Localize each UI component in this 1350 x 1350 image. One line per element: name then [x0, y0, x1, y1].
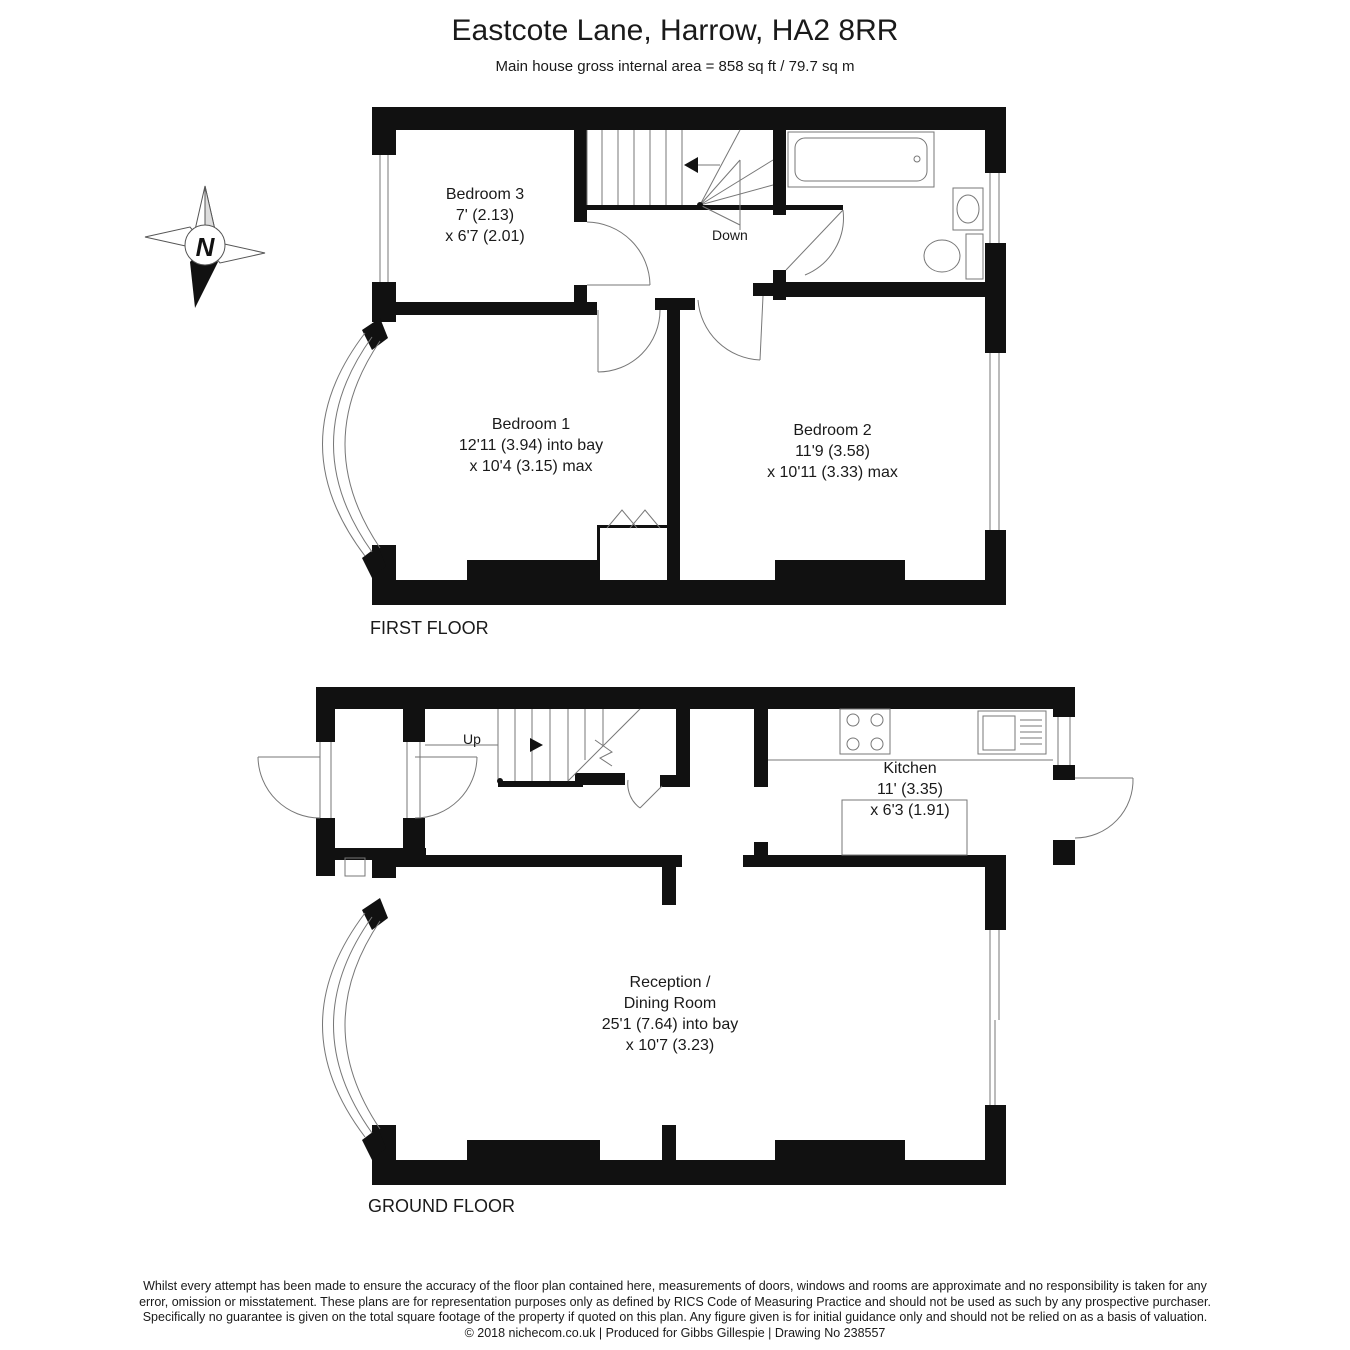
room-kitchen	[810, 758, 1010, 821]
room-bedroom-1	[396, 414, 666, 477]
room-name: Bedroom 2	[793, 422, 872, 439]
room-dimension: x 10'11 (3.33) max	[767, 464, 898, 481]
room-name: Kitchen	[883, 760, 937, 777]
room-bedroom-3	[396, 184, 574, 247]
first-floor-plan	[362, 107, 1006, 605]
room-bedroom-2	[680, 420, 985, 483]
room-name: Reception /	[629, 974, 711, 991]
stairs-down-label: Down	[712, 227, 748, 243]
disclaimer-line: Whilst every attempt has been made to ensure the accuracy of the floor plan contained here, measurements of doors, windows and rooms are approximate and no responsibility is taken for any	[143, 1279, 1207, 1293]
compass-north-label: N	[195, 232, 215, 262]
room-name: Bedroom 1	[491, 416, 571, 433]
room-name: Bedroom 3	[445, 186, 525, 203]
plan-title: Eastcote Lane, Harrow, HA2 8RR	[451, 14, 899, 47]
copyright-line: © 2018 nichecom.co.uk | Produced for Gibbs Gillespie | Drawing No 238557	[464, 1325, 886, 1340]
first-floor-label: FIRST FLOOR	[370, 618, 489, 638]
gross-internal-area: Main house gross internal area = 858 sq ft / 79.7 sq m	[495, 58, 855, 75]
room-dimension: 11'9 (3.58)	[795, 443, 870, 460]
room-dimension: x 6'3 (1.91)	[870, 802, 950, 819]
stairs-down-arrow-icon	[684, 157, 698, 173]
disclaimer-line: Specifically no guarantee is given on the total square footage of the property if quoted on this plan. Any figure given is for initial guidance only and should not be relied on as a basis of valuation.	[142, 1310, 1208, 1324]
disclaimer	[40, 1279, 1310, 1341]
room-dimension: x 10'7 (3.23)	[625, 1037, 715, 1054]
disclaimer-line: error, omission or misstatement. These plans are for representation purposes only as defined by RICS Code of Measuring Practice and should not be used as such by any prospective purchaser.	[139, 1294, 1211, 1309]
room-reception-dining	[510, 972, 830, 1056]
room-dimension: 25'1 (7.64) into bay	[601, 1016, 739, 1033]
room-dimension: 12'11 (3.94) into bay	[458, 437, 604, 454]
room-dimension: 11' (3.35)	[877, 781, 943, 798]
stairs-up-arrow-icon	[530, 738, 543, 752]
room-name: Dining Room	[623, 995, 717, 1012]
room-dimension: x 6'7 (2.01)	[445, 228, 525, 245]
room-dimension: x 10'4 (3.15) max	[469, 458, 593, 475]
stairs-up-label: Up	[463, 731, 481, 747]
ground-floor-label: GROUND FLOOR	[368, 1196, 516, 1216]
room-dimension: 7' (2.13)	[455, 207, 515, 224]
